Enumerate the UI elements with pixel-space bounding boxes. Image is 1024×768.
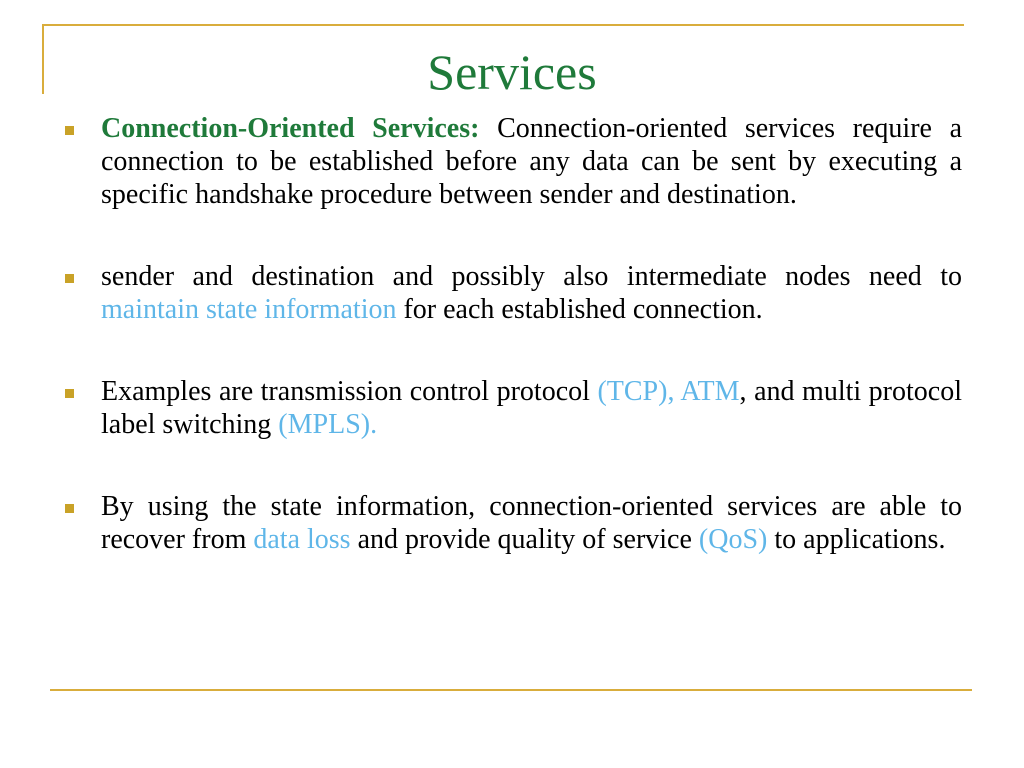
bullet-list [60,112,962,556]
bullet-text: and provide quality of service [350,524,699,555]
highlighted-term: (TCP), ATM [597,376,740,407]
slide-frame-top-line [42,24,964,26]
square-bullet-icon [65,504,74,513]
highlighted-term: data loss [253,524,351,555]
bullet-item-connection-oriented [60,112,962,211]
bullet-item-examples [60,375,962,441]
square-bullet-icon [65,274,74,283]
highlighted-term: (MPLS). [278,409,378,440]
slide-frame-bottom-line [50,689,972,691]
bullet-text: Examples are transmission control protocol [101,376,598,407]
bullet-text: By using the state information, connection-oriented services are able to recover from [101,491,962,555]
bullet-item-qos [60,490,962,556]
highlighted-term: (QoS) [698,524,768,555]
square-bullet-icon [65,389,74,398]
bullet-item-state-information [60,260,962,326]
bullet-text: , and multi protocol label switching [101,376,962,440]
bullet-text: to applications. [767,524,946,555]
slide-title: Services [427,44,597,100]
bullet-heading: Connection-Oriented Services: [101,113,480,144]
square-bullet-icon [65,126,74,135]
bullet-text: Connection-oriented services require a connection to be established before any data can be sent by executing a specific handshake procedure between sender and destination. [101,113,962,210]
bullet-text: for each established connection. [396,294,763,325]
bullet-text: sender and destination and possibly also intermediate nodes need to [101,261,962,292]
highlighted-term: maintain state information [101,294,397,325]
